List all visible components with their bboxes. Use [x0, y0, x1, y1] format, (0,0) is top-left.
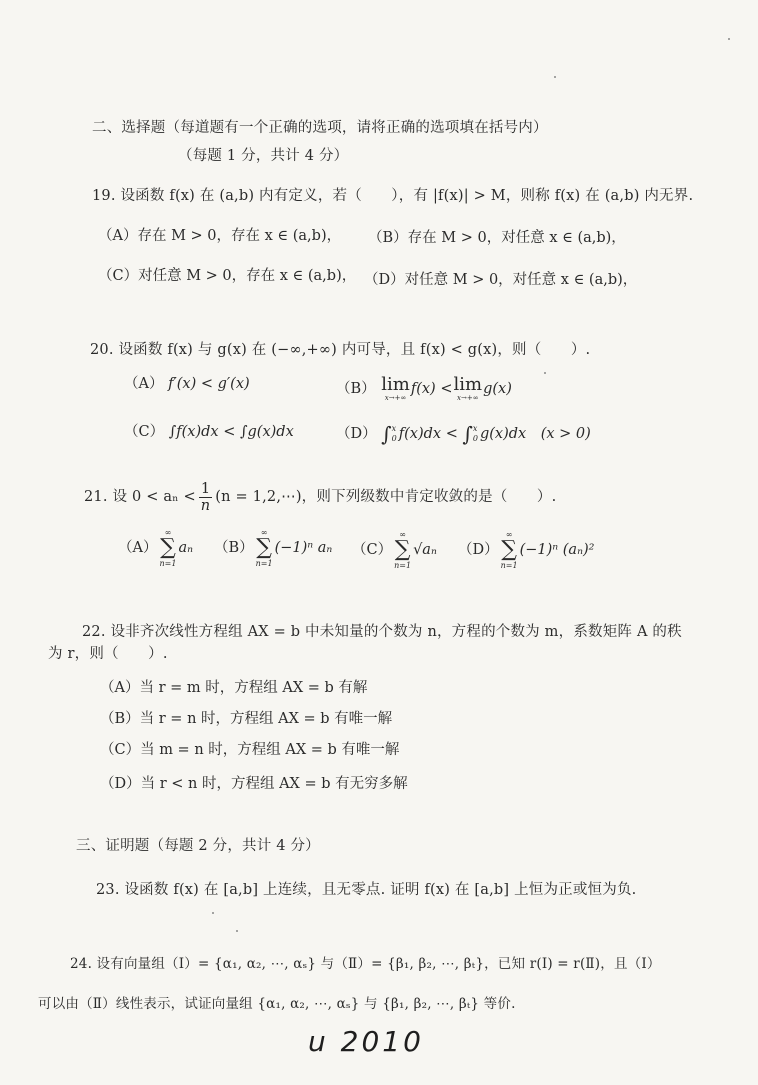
q20-b-lim-left: lim x→+∞	[381, 374, 410, 402]
q19-option-b: （B）存在 M > 0，对任意 x ∈ (a,b)，	[368, 230, 626, 246]
q24-stem-line1: 24. 设有向量组（Ⅰ）= {α₁, α₂, ⋯, αₛ} 与（Ⅱ）= {β₁, β₂, ⋯, βₜ}，已知 r(Ⅰ) = r(Ⅱ)，且（Ⅰ）	[70, 956, 661, 972]
q20-d-end: g(x)dx (x > 0)	[479, 426, 591, 442]
q22-option-d: （D）当 r < n 时，方程组 AX = b 有无穷多解	[100, 776, 408, 792]
q19-option-d: （D）对任意 M > 0，对任意 x ∈ (a,b)，	[364, 272, 638, 288]
q19-stem: 19. 设函数 f(x) 在 (a,b) 内有定义，若（ ），有 |f(x)| > M，则称 f(x) 在 (a,b) 内无界.	[92, 188, 694, 204]
q21-option-b: （B） ∞ ∑ n=1 (−1)ⁿ aₙ	[214, 528, 333, 568]
scan-speck	[728, 38, 730, 40]
q22-option-c: （C）当 m = n 时，方程组 AX = b 有唯一解	[100, 742, 400, 758]
q20-d-label: （D）	[336, 426, 377, 442]
q20-c-label: （C）	[124, 424, 165, 440]
q20-d-integral-2: ∫	[462, 422, 473, 446]
section3-title: 三、证明题（每题 2 分，共计 4 分）	[76, 838, 320, 854]
handwritten-note: u 2010	[308, 1025, 424, 1058]
q20-d-integral-1: ∫	[381, 422, 392, 446]
q20-option-a	[124, 374, 250, 394]
scan-speck	[554, 76, 556, 78]
q22-option-a: （A）当 r = m 时，方程组 AX = b 有解	[100, 680, 368, 696]
q22-stem-line1: 22. 设非齐次线性方程组 AX = b 中未知量的个数为 n，方程的个数为 m，系数矩阵 A 的秩	[82, 624, 682, 640]
scan-speck	[236, 930, 238, 932]
q20-option-b	[336, 376, 512, 402]
q23-stem: 23. 设函数 f(x) 在 [a,b] 上连续，且无零点. 证明 f(x) 在 [a,b] 上恒为正或恒为负.	[96, 882, 637, 898]
q21-option-d: （D） ∞ ∑ n=1 (−1)ⁿ (aₙ)²	[458, 530, 595, 570]
scan-speck	[544, 372, 546, 374]
section2-title: 二、选择题（每道题有一个正确的选项，请将正确的选项填在括号内）	[92, 120, 548, 136]
q20-option-d: （D） ∫ x 0 f(x)dx < ∫ x 0 g(x)dx (x > 0)	[336, 422, 591, 446]
q24-stem-line2: 可以由（Ⅱ）线性表示，试证向量组 {α₁, α₂, ⋯, αₛ} 与 {β₁, β₂, ⋯, βₜ} 等价.	[38, 996, 516, 1012]
q21-option-a: （A） ∞ ∑ n=1 aₙ	[118, 528, 193, 568]
q20-c-expr: ∫f(x)dx < ∫g(x)dx	[168, 424, 294, 440]
q20-b-label: （B）	[336, 381, 376, 397]
q20-a-expr: f′(x) < g′(x)	[168, 376, 250, 392]
q20-d-mid: f(x)dx <	[398, 426, 458, 442]
q20-b-end: g(x)	[483, 381, 512, 397]
q20-b-mid: f(x) <	[410, 381, 453, 397]
q20-stem: 20. 设函数 f(x) 与 g(x) 在 (−∞,+∞) 内可导，且 f(x) < g(x)，则（ ）.	[90, 342, 591, 358]
q21-option-c: （C） ∞ ∑ n=1 √aₙ	[352, 530, 437, 570]
q21-fraction: $\frac{1}{n}$	[200, 480, 211, 514]
q20-option-c	[124, 422, 294, 442]
q21-stem: 21. 设 0 < aₙ < $\frac{1}{n}$ (n = 1,2,⋯)，则下列级数中肯定收敛的是（ ）.	[84, 480, 557, 514]
q20-b-lim-right: lim x→+∞	[453, 374, 483, 402]
q20-a-label: （A）	[124, 376, 164, 392]
section2-score: （每题 1 分，共计 4 分）	[178, 148, 349, 164]
q22-option-b: （B）当 r = n 时，方程组 AX = b 有唯一解	[100, 711, 393, 727]
scan-speck	[212, 912, 214, 914]
q22-stem-line2: 为 r，则（ ）.	[48, 646, 168, 662]
q19-option-a: （A）存在 M > 0，存在 x ∈ (a,b)，	[98, 228, 342, 244]
q19-option-c: （C）对任意 M > 0，存在 x ∈ (a,b)，	[98, 268, 357, 284]
